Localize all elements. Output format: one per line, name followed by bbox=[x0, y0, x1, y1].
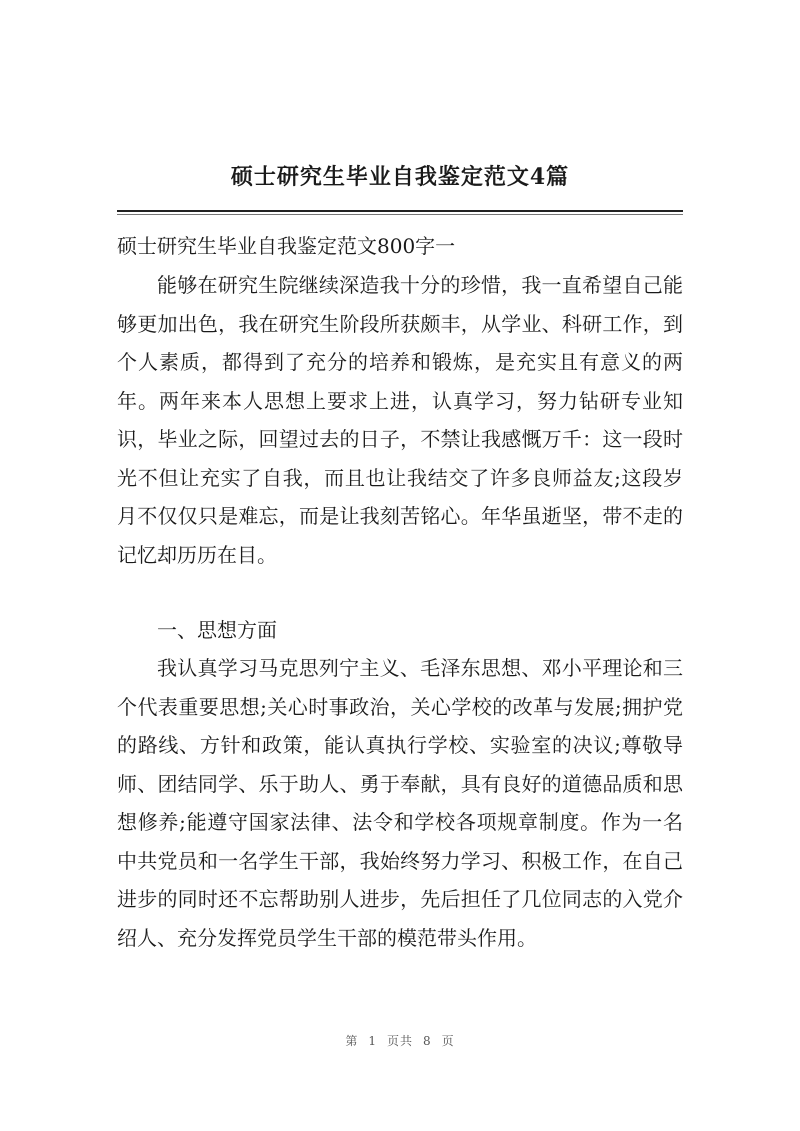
body-paragraph: 能够在研究生院继续深造我十分的珍惜，我一直希望自己能够更加出色，我在研究生阶段所获颇丰，从学业、科研工作，到个人素质，都得到了充分的培养和锻炼，是充实且有意义的两年。两年来本人思想上要求上进，认真学习，努力钻研专业知识，毕业之际，回望过去的日子，不禁让我感慨万千：这一段时光不但让充实了自我，而且也让我结交了许多良师益友;这段岁月不仅仅只是难忘，而是让我刻苦铭心。年华虽逝坚，带不走的记忆却历历在目。 bbox=[117, 273, 683, 567]
page-title: 硕士研究生毕业自我鉴定范文4篇 bbox=[230, 164, 570, 190]
footer-suffix: 页 bbox=[441, 1034, 455, 1048]
section-heading: 硕士研究生毕业自我鉴定范文800字一 bbox=[117, 234, 456, 258]
page-footer bbox=[0, 1032, 800, 1049]
page-number: 1 bbox=[368, 1034, 377, 1048]
footer-middle: 页共 bbox=[386, 1034, 413, 1048]
body-paragraph: 我认真学习马克思列宁主义、毛泽东思想、邓小平理论和三个代表重要思想;关心时事政治，关心学校的改革与发展;拥护党的路线、方针和政策，能认真执行学校、实验室的决议;尊敬导师、团结同学、乐于助人、勇于奉献，具有良好的道德品质和思想修养;能遵守国家法律、法令和学校各项规章制度。作为一名中共党员和一名学生干部，我始终努力学习、积极工作，在自己进步的同时还不忘帮助别人进步，先后担任了几位同志的入党介绍人、充分发挥党员学生干部的模范带头作用。 bbox=[117, 656, 683, 950]
footer-prefix: 第 bbox=[345, 1034, 359, 1048]
title-divider bbox=[117, 210, 683, 212]
title-divider-thin bbox=[117, 214, 683, 215]
subheading-ideology: 一、思想方面 bbox=[157, 618, 277, 642]
total-pages: 8 bbox=[423, 1034, 432, 1048]
